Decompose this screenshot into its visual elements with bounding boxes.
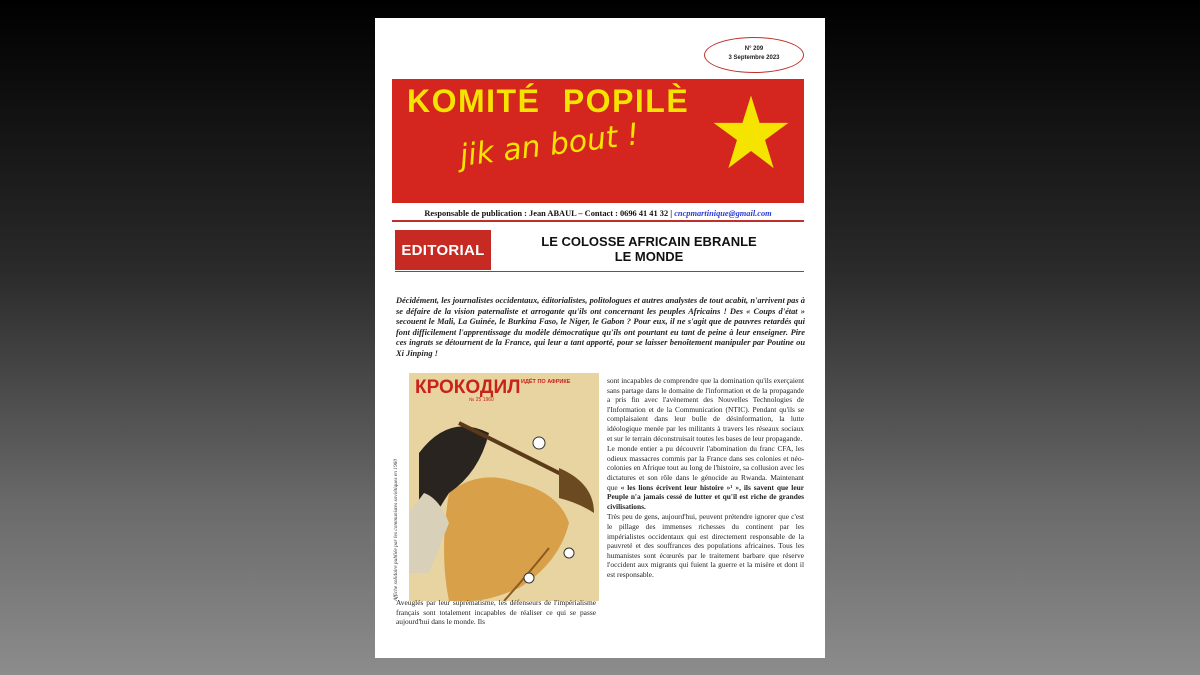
right-column-paragraph-1: sont incapables de comprendre que la domination qu'ils exerçaient sans partage dans le domaine de l'information et de la propagande a pris fin avec l'avènement des Nouvelles Technologies de l'Information et de la Communication (NTIC). Pendant qu'ils se complaisaient dans leur bulle de désinformation, la lutte idéologique menée par les militants à travers les réseaux sociaux et sur le terrain déconstruisait toutes les bases de leur propagande.	[607, 376, 804, 443]
poster-masthead: КРОКОДИЛ	[415, 377, 521, 398]
right-column	[607, 376, 804, 579]
quote-text: « les lions écrivent leur histoire »¹ », ils savent que leur Peuple n'a jamais cessé de lutter et qu'il est riche de grandes civilisations.	[607, 482, 804, 511]
paragraph-text: Le monde entier a pu découvrir l'abomination du franc CFA, les odieux massacres commis par la France dans ses colonies et néo-colonies en Afrique tout au long de l'histoire, sa collusion avec les dictatures et son rôle dans le génocide au Rwanda. Maintenant que	[607, 444, 804, 492]
poster-illustration	[409, 373, 599, 601]
contact-email-link[interactable]: cncpmartinique@gmail.com	[674, 209, 772, 218]
poster-image	[409, 373, 599, 601]
issue-number: N° 209	[744, 46, 764, 52]
masthead-title: KOMITÉ POPILÈ	[407, 83, 690, 119]
poster-caption: Affiche solidaire publiée par les communistes soviétiques en 1960	[393, 458, 399, 601]
left-column-text: Aveuglés par leur suprématisme, les défenseurs de l'impérialisme français sont totalement incapables de réaliser ce qui se passe aujourd'hui dans le monde. Ils	[396, 598, 596, 627]
headline	[499, 234, 799, 264]
publication-line	[392, 209, 804, 218]
poster-subtitle: ИДЁТ ПО АФРИКЕ	[521, 379, 571, 385]
intro-paragraph: Décidément, les journalistes occidentaux, éditorialistes, politologues et autres analystes de tout acabit, n'arrivent pas à se défaire de la vision paternaliste et arrogante qu'ils ont concernant les peuples Africains ! Des « Coups d'état » secouent le Mali, La Guinée, le Burkina Faso, le Niger, le Gabon ? Pour eux, il ne s'agit que de pauvres retardés qui font difficilement l'apprentissage du modèle démocratique qu'ils ont pourtant eu tant de peine à leur enseigner. Pire ces ingrats se détournent de la France, qui leur a tant apporté, pour se laisser benoîtement manipuler par Poutine ou Xi Jinping !	[396, 296, 805, 358]
headline-line-1: LE COLOSSE AFRICAIN EBRANLE	[541, 234, 757, 249]
poster-issue: № 25 1960	[469, 397, 494, 403]
issue-date: 3 Septembre 2023	[728, 55, 780, 61]
newsletter-page	[375, 18, 825, 658]
divider	[392, 220, 804, 222]
right-column-paragraph-3: Très peu de gens, aujourd'hui, peuvent prétendre ignorer que c'est le pillage des immenses richesses du continent par les impérialistes occidentaux qui est directement responsable de la pauvreté et des souffrances des populations africaines. Tous les humanistes sont écœurés par le traitement barbare que réserve l'occident aux migrants qui fuient la guerre et la misère et dont il est responsable.	[607, 512, 804, 579]
right-column-paragraph-2	[607, 444, 804, 511]
divider	[395, 271, 804, 272]
issue-badge	[704, 37, 804, 73]
star-icon	[712, 94, 790, 172]
editorial-label: EDITORIAL	[395, 230, 491, 270]
headline-line-2: LE MONDE	[614, 249, 684, 264]
masthead-banner	[392, 79, 804, 203]
publication-text: Responsable de publication : Jean ABAUL – Contact : 0696 41 41 32 |	[424, 209, 675, 218]
masthead-slogan: jik an bout !	[457, 117, 642, 174]
